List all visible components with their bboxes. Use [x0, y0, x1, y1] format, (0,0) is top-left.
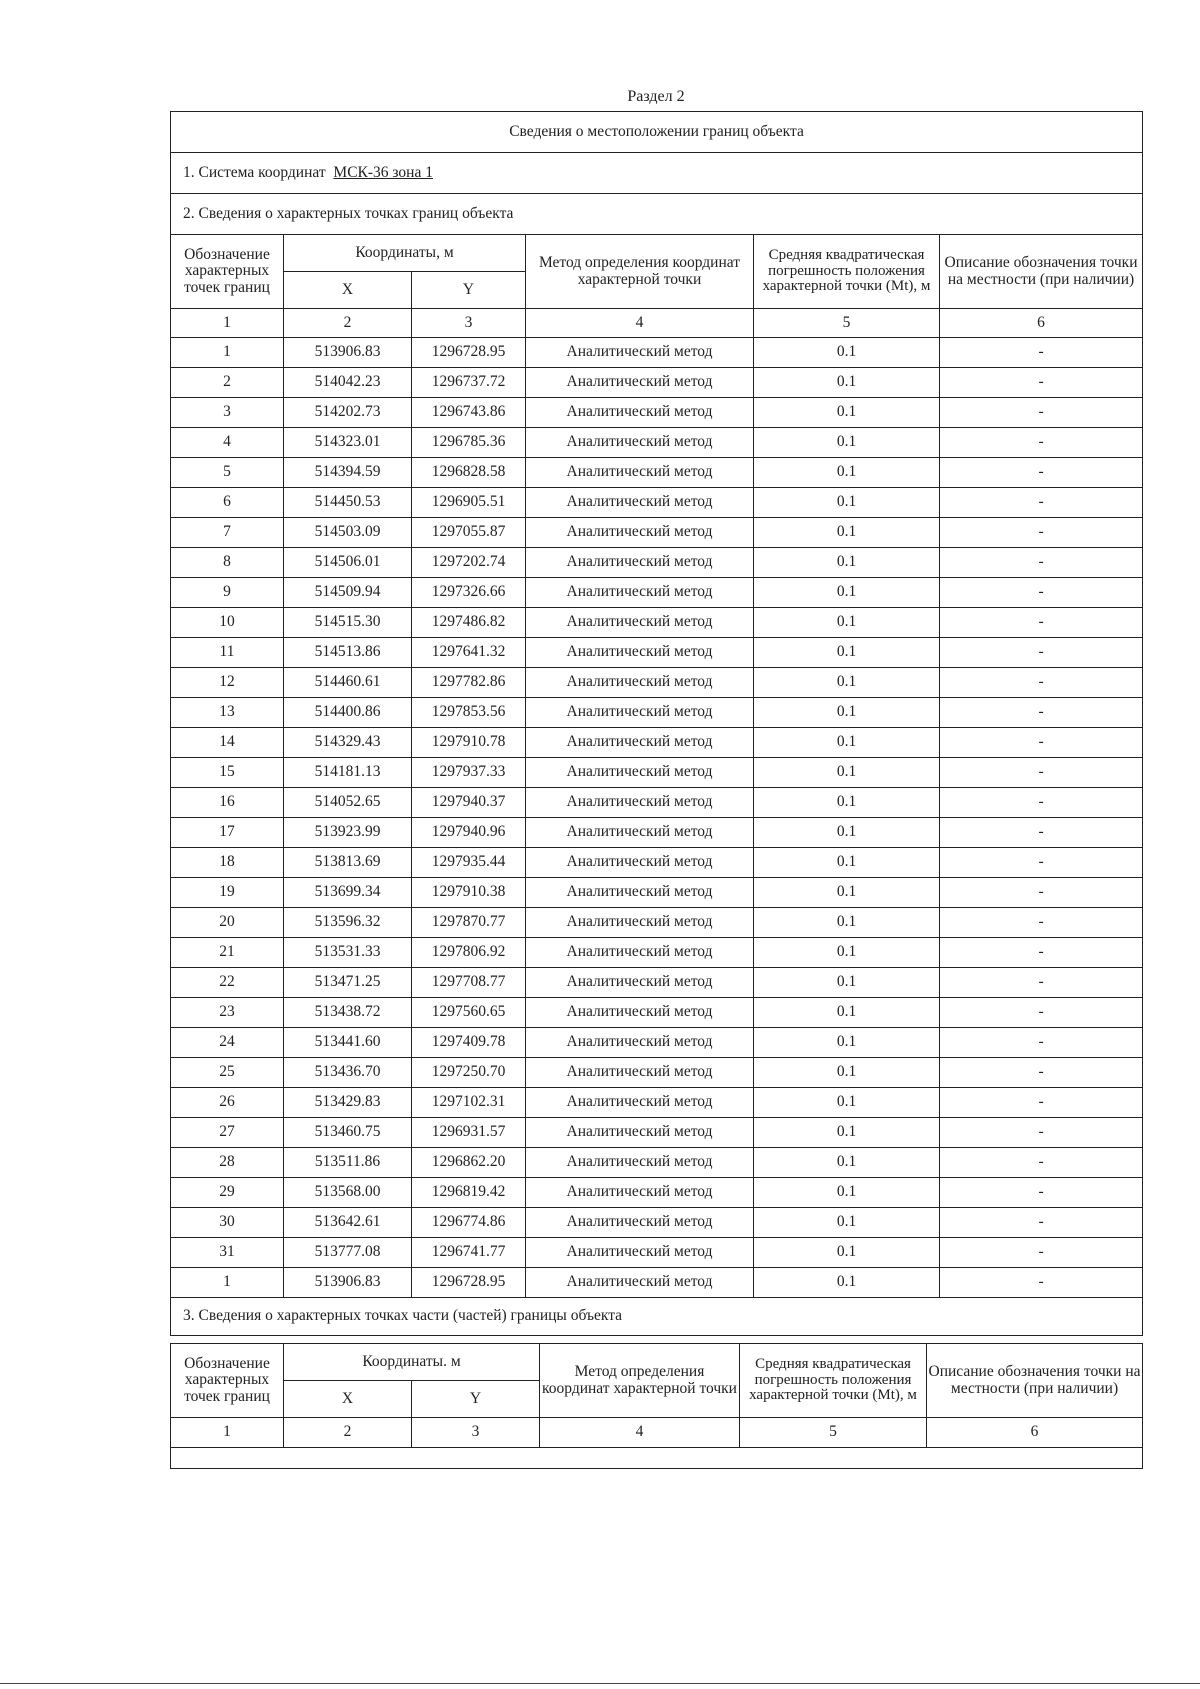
coord-x: 514513.86 — [284, 638, 412, 668]
coord-x: 514506.01 — [284, 548, 412, 578]
coord-x: 513596.32 — [284, 908, 412, 938]
point-number: 5 — [171, 458, 284, 488]
desc-cell: - — [940, 398, 1143, 428]
col-number: 5 — [754, 309, 940, 338]
coord-y: 1296774.86 — [412, 1208, 526, 1238]
coord-y: 1296728.95 — [412, 338, 526, 368]
error-cell: 0.1 — [754, 668, 940, 698]
method-cell: Аналитический метод — [526, 338, 754, 368]
point-number: 23 — [171, 998, 284, 1028]
coord-y: 1297870.77 — [412, 908, 526, 938]
desc-cell: - — [940, 848, 1143, 878]
coord-x: 514394.59 — [284, 458, 412, 488]
error-cell: 0.1 — [754, 368, 940, 398]
point-number: 28 — [171, 1148, 284, 1178]
page-bottom-line — [0, 1683, 1200, 1684]
table-row — [171, 488, 1143, 518]
desc-cell: - — [940, 488, 1143, 518]
col-number: 4 — [540, 1418, 740, 1448]
col-number: 5 — [740, 1418, 927, 1448]
empty-cell — [171, 1448, 1143, 1469]
error-cell: 0.1 — [754, 338, 940, 368]
point-number: 18 — [171, 848, 284, 878]
coord-y: 1297560.65 — [412, 998, 526, 1028]
method-cell: Аналитический метод — [526, 638, 754, 668]
point-number: 9 — [171, 578, 284, 608]
point-number: 2 — [171, 368, 284, 398]
point-number: 4 — [171, 428, 284, 458]
method-cell: Аналитический метод — [526, 1208, 754, 1238]
error-cell: 0.1 — [754, 878, 940, 908]
error-cell: 0.1 — [754, 488, 940, 518]
error-cell: 0.1 — [754, 968, 940, 998]
point-number: 3 — [171, 398, 284, 428]
desc-cell: - — [940, 1178, 1143, 1208]
header-method-2: Метод определения координат характерной точки — [540, 1344, 740, 1418]
table-row — [171, 1088, 1143, 1118]
desc-cell: - — [940, 428, 1143, 458]
error-cell: 0.1 — [754, 938, 940, 968]
error-cell: 0.1 — [754, 1028, 940, 1058]
coord-x: 514323.01 — [284, 428, 412, 458]
desc-cell: - — [940, 1148, 1143, 1178]
coord-x: 513511.86 — [284, 1148, 412, 1178]
table-row — [171, 878, 1143, 908]
desc-cell: - — [940, 1088, 1143, 1118]
method-cell: Аналитический метод — [526, 1148, 754, 1178]
header-y: Y — [412, 272, 526, 309]
col-number: 6 — [940, 309, 1143, 338]
method-cell: Аналитический метод — [526, 1178, 754, 1208]
table-row — [171, 968, 1143, 998]
coord-x: 514450.53 — [284, 488, 412, 518]
method-cell: Аналитический метод — [526, 488, 754, 518]
header-x: X — [284, 272, 412, 309]
coord-x: 513906.83 — [284, 1268, 412, 1298]
error-cell: 0.1 — [754, 908, 940, 938]
coord-y: 1296741.77 — [412, 1238, 526, 1268]
section2-title: 2. Сведения о характерных точках границ объекта — [171, 194, 1143, 235]
method-cell: Аналитический метод — [526, 548, 754, 578]
point-number: 15 — [171, 758, 284, 788]
point-number: 8 — [171, 548, 284, 578]
desc-cell: - — [940, 818, 1143, 848]
coord-x: 513813.69 — [284, 848, 412, 878]
coord-x: 513471.25 — [284, 968, 412, 998]
error-cell: 0.1 — [754, 758, 940, 788]
error-cell: 0.1 — [754, 1208, 940, 1238]
coord-x: 513460.75 — [284, 1118, 412, 1148]
coord-system-value: МСК-36 зона 1 — [333, 163, 433, 181]
method-cell: Аналитический метод — [526, 428, 754, 458]
table-row — [171, 728, 1143, 758]
point-number: 31 — [171, 1238, 284, 1268]
error-cell: 0.1 — [754, 1238, 940, 1268]
boundary-points-table — [170, 111, 1143, 1336]
method-cell: Аналитический метод — [526, 908, 754, 938]
error-cell: 0.1 — [754, 848, 940, 878]
coord-y: 1296785.36 — [412, 428, 526, 458]
header-error-2: Средняя квадратическая погрешность положения характерной точки (Mt), м — [740, 1344, 927, 1418]
method-cell: Аналитический метод — [526, 1118, 754, 1148]
desc-cell: - — [940, 638, 1143, 668]
error-cell: 0.1 — [754, 428, 940, 458]
coord-y: 1297102.31 — [412, 1088, 526, 1118]
point-number: 12 — [171, 668, 284, 698]
table-row — [171, 548, 1143, 578]
table-row — [171, 1058, 1143, 1088]
method-cell: Аналитический метод — [526, 848, 754, 878]
method-cell: Аналитический метод — [526, 938, 754, 968]
coord-y: 1297486.82 — [412, 608, 526, 638]
column-numbers-row — [171, 309, 1143, 338]
table-row — [171, 788, 1143, 818]
point-number: 7 — [171, 518, 284, 548]
column-numbers-row-2 — [171, 1418, 1143, 1448]
error-cell: 0.1 — [754, 818, 940, 848]
coord-x: 514400.86 — [284, 698, 412, 728]
col-number: 6 — [927, 1418, 1143, 1448]
table-row — [171, 1178, 1143, 1208]
table-row — [171, 428, 1143, 458]
desc-cell: - — [940, 1058, 1143, 1088]
desc-cell: - — [940, 758, 1143, 788]
point-number: 21 — [171, 938, 284, 968]
col-number: 1 — [171, 309, 284, 338]
point-number: 29 — [171, 1178, 284, 1208]
coord-x: 514515.30 — [284, 608, 412, 638]
point-number: 11 — [171, 638, 284, 668]
point-number: 10 — [171, 608, 284, 638]
table-row — [171, 1148, 1143, 1178]
coord-x: 513777.08 — [284, 1238, 412, 1268]
section3-title: 3. Сведения о характерных точках части (частей) границы объекта — [171, 1298, 1143, 1336]
error-cell: 0.1 — [754, 1268, 940, 1298]
method-cell: Аналитический метод — [526, 608, 754, 638]
point-number: 20 — [171, 908, 284, 938]
error-cell: 0.1 — [754, 1088, 940, 1118]
desc-cell: - — [940, 518, 1143, 548]
point-number: 16 — [171, 788, 284, 818]
error-cell: 0.1 — [754, 1058, 940, 1088]
method-cell: Аналитический метод — [526, 368, 754, 398]
coord-y: 1297940.96 — [412, 818, 526, 848]
table-row — [171, 338, 1143, 368]
point-number: 25 — [171, 1058, 284, 1088]
table-row — [171, 908, 1143, 938]
table-row — [171, 638, 1143, 668]
desc-cell: - — [940, 728, 1143, 758]
method-cell: Аналитический метод — [526, 698, 754, 728]
table-row — [171, 848, 1143, 878]
coord-x: 513699.34 — [284, 878, 412, 908]
coord-y: 1296828.58 — [412, 458, 526, 488]
coord-y: 1296737.72 — [412, 368, 526, 398]
col-number: 2 — [284, 1418, 412, 1448]
method-cell: Аналитический метод — [526, 1028, 754, 1058]
desc-cell: - — [940, 668, 1143, 698]
coord-y: 1297409.78 — [412, 1028, 526, 1058]
header-coords-2: Координаты. м — [284, 1344, 540, 1381]
point-number: 13 — [171, 698, 284, 728]
desc-cell: - — [940, 548, 1143, 578]
desc-cell: - — [940, 1268, 1143, 1298]
error-cell: 0.1 — [754, 638, 940, 668]
point-number: 19 — [171, 878, 284, 908]
table-row — [171, 1208, 1143, 1238]
table-row — [171, 1268, 1143, 1298]
method-cell: Аналитический метод — [526, 668, 754, 698]
col-number: 3 — [412, 1418, 540, 1448]
coord-system-row — [171, 153, 1143, 194]
error-cell: 0.1 — [754, 548, 940, 578]
error-cell: 0.1 — [754, 788, 940, 818]
coord-x: 513436.70 — [284, 1058, 412, 1088]
coord-y: 1296862.20 — [412, 1148, 526, 1178]
coord-y: 1296905.51 — [412, 488, 526, 518]
desc-cell: - — [940, 1118, 1143, 1148]
table-row — [171, 1238, 1143, 1268]
coord-y: 1297326.66 — [412, 578, 526, 608]
header-desc: Описание обозначения точки на местности (при наличии) — [940, 235, 1143, 309]
table-row — [171, 758, 1143, 788]
header-point-2: Обозначение характерных точек границ — [171, 1344, 284, 1418]
error-cell: 0.1 — [754, 1118, 940, 1148]
header-error: Средняя квадратическая погрешность положения характерной точки (Mt), м — [754, 235, 940, 309]
point-number: 22 — [171, 968, 284, 998]
table-row — [171, 398, 1143, 428]
method-cell: Аналитический метод — [526, 728, 754, 758]
table-row — [171, 1118, 1143, 1148]
method-cell: Аналитический метод — [526, 578, 754, 608]
table-row — [171, 368, 1143, 398]
desc-cell: - — [940, 698, 1143, 728]
desc-cell: - — [940, 878, 1143, 908]
table-row — [171, 518, 1143, 548]
coord-y: 1296743.86 — [412, 398, 526, 428]
error-cell: 0.1 — [754, 728, 940, 758]
coord-y: 1297782.86 — [412, 668, 526, 698]
coord-x: 513441.60 — [284, 1028, 412, 1058]
table-row — [171, 578, 1143, 608]
coord-x: 514460.61 — [284, 668, 412, 698]
col-number: 3 — [412, 309, 526, 338]
header-coords: Координаты, м — [284, 235, 526, 272]
table-title: Сведения о местоположении границ объекта — [171, 112, 1143, 153]
desc-cell: - — [940, 998, 1143, 1028]
point-number: 1 — [171, 338, 284, 368]
error-cell: 0.1 — [754, 458, 940, 488]
coord-x: 513923.99 — [284, 818, 412, 848]
coord-x: 513568.00 — [284, 1178, 412, 1208]
method-cell: Аналитический метод — [526, 998, 754, 1028]
point-number: 30 — [171, 1208, 284, 1238]
coord-y: 1297940.37 — [412, 788, 526, 818]
coord-x: 514052.65 — [284, 788, 412, 818]
method-cell: Аналитический метод — [526, 1088, 754, 1118]
coord-x: 514503.09 — [284, 518, 412, 548]
desc-cell: - — [940, 338, 1143, 368]
method-cell: Аналитический метод — [526, 458, 754, 488]
coord-y: 1297708.77 — [412, 968, 526, 998]
point-number: 27 — [171, 1118, 284, 1148]
method-cell: Аналитический метод — [526, 758, 754, 788]
coord-x: 513438.72 — [284, 998, 412, 1028]
error-cell: 0.1 — [754, 1148, 940, 1178]
coord-y: 1297806.92 — [412, 938, 526, 968]
header-point: Обозначение характерных точек границ — [171, 235, 284, 309]
header-desc-2: Описание обозначения точки на местности (при наличии) — [927, 1344, 1143, 1418]
coord-y: 1297641.32 — [412, 638, 526, 668]
desc-cell: - — [940, 788, 1143, 818]
coord-y: 1297937.33 — [412, 758, 526, 788]
desc-cell: - — [940, 608, 1143, 638]
desc-cell: - — [940, 458, 1143, 488]
coord-system-label: 1. Система координат — [183, 163, 326, 181]
point-number: 14 — [171, 728, 284, 758]
error-cell: 0.1 — [754, 1178, 940, 1208]
table-row — [171, 608, 1143, 638]
empty-row — [171, 1448, 1143, 1469]
coord-y: 1297202.74 — [412, 548, 526, 578]
method-cell: Аналитический метод — [526, 818, 754, 848]
desc-cell: - — [940, 1028, 1143, 1058]
table-row — [171, 998, 1143, 1028]
error-cell: 0.1 — [754, 578, 940, 608]
method-cell: Аналитический метод — [526, 788, 754, 818]
col-number: 4 — [526, 309, 754, 338]
method-cell: Аналитический метод — [526, 968, 754, 998]
method-cell: Аналитический метод — [526, 1238, 754, 1268]
coord-y: 1296819.42 — [412, 1178, 526, 1208]
point-number: 6 — [171, 488, 284, 518]
table-row — [171, 818, 1143, 848]
table-row — [171, 938, 1143, 968]
method-cell: Аналитический метод — [526, 518, 754, 548]
method-cell: Аналитический метод — [526, 1058, 754, 1088]
coord-x: 513906.83 — [284, 338, 412, 368]
table-row — [171, 458, 1143, 488]
point-number: 17 — [171, 818, 284, 848]
method-cell: Аналитический метод — [526, 1268, 754, 1298]
table-row — [171, 668, 1143, 698]
coord-y: 1297910.78 — [412, 728, 526, 758]
coord-x: 514509.94 — [284, 578, 412, 608]
desc-cell: - — [940, 1238, 1143, 1268]
desc-cell: - — [940, 578, 1143, 608]
error-cell: 0.1 — [754, 398, 940, 428]
error-cell: 0.1 — [754, 608, 940, 638]
desc-cell: - — [940, 938, 1143, 968]
coord-y: 1296931.57 — [412, 1118, 526, 1148]
desc-cell: - — [940, 368, 1143, 398]
col-number: 2 — [284, 309, 412, 338]
error-cell: 0.1 — [754, 698, 940, 728]
desc-cell: - — [940, 968, 1143, 998]
coord-x: 513642.61 — [284, 1208, 412, 1238]
coord-x: 514181.13 — [284, 758, 412, 788]
desc-cell: - — [940, 908, 1143, 938]
coord-x: 513531.33 — [284, 938, 412, 968]
point-number: 1 — [171, 1268, 284, 1298]
coord-y: 1297250.70 — [412, 1058, 526, 1088]
error-cell: 0.1 — [754, 518, 940, 548]
coord-y: 1297853.56 — [412, 698, 526, 728]
coord-y: 1297935.44 — [412, 848, 526, 878]
coord-x: 514042.23 — [284, 368, 412, 398]
coord-y: 1297055.87 — [412, 518, 526, 548]
point-number: 24 — [171, 1028, 284, 1058]
coord-y: 1296728.95 — [412, 1268, 526, 1298]
header-y-2: Y — [412, 1381, 540, 1418]
boundary-part-points-table — [170, 1343, 1143, 1469]
coord-x: 513429.83 — [284, 1088, 412, 1118]
header-x-2: X — [284, 1381, 412, 1418]
error-cell: 0.1 — [754, 998, 940, 1028]
coord-y: 1297910.38 — [412, 878, 526, 908]
method-cell: Аналитический метод — [526, 398, 754, 428]
desc-cell: - — [940, 1208, 1143, 1238]
coord-x: 514202.73 — [284, 398, 412, 428]
method-cell: Аналитический метод — [526, 878, 754, 908]
col-number: 1 — [171, 1418, 284, 1448]
section-title: Раздел 2 — [627, 88, 685, 105]
point-number: 26 — [171, 1088, 284, 1118]
coord-x: 514329.43 — [284, 728, 412, 758]
header-method: Метод определения координат характерной точки — [526, 235, 754, 309]
table-row — [171, 698, 1143, 728]
table-row — [171, 1028, 1143, 1058]
